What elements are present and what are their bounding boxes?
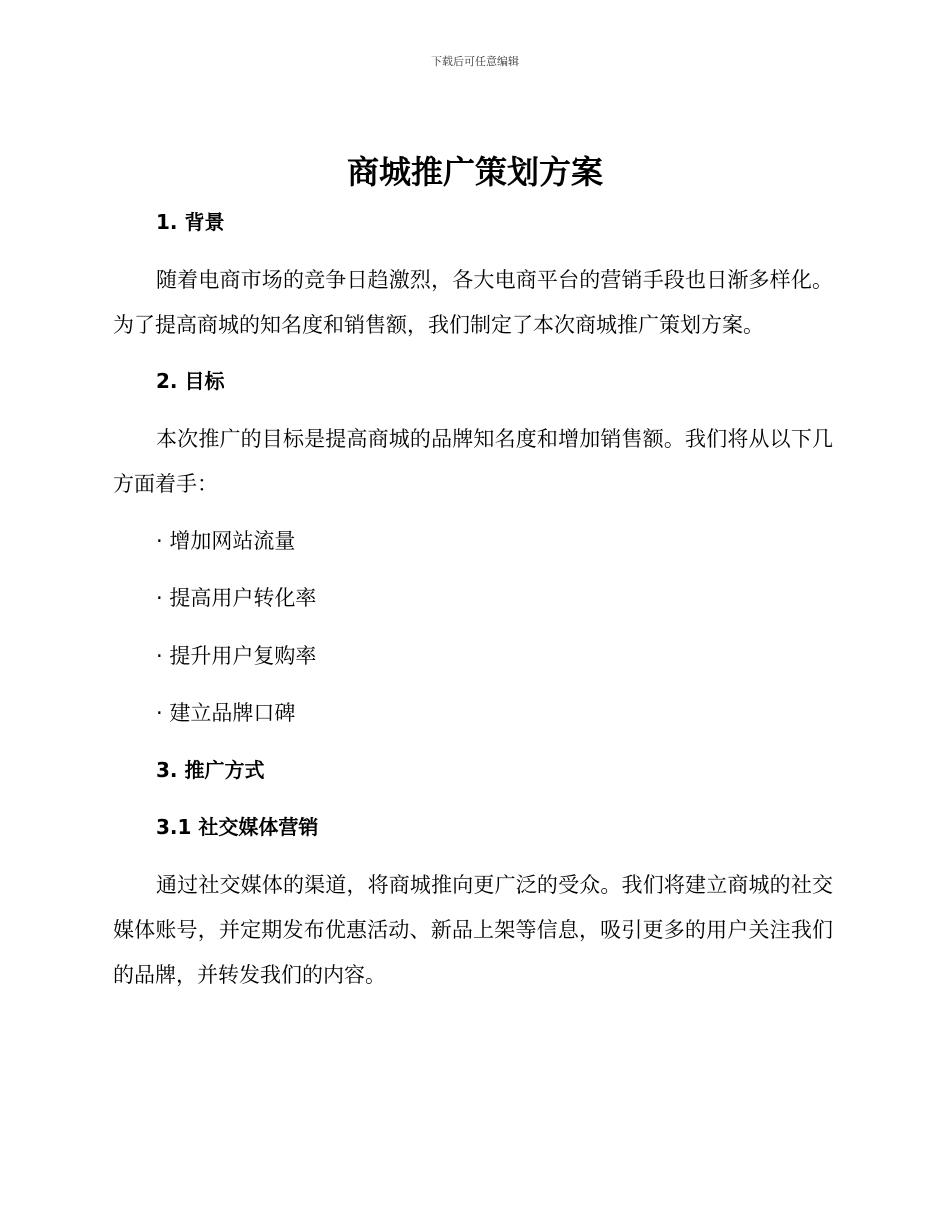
section-heading-goals: 2. 目标 (156, 369, 225, 393)
document-title: 商城推广策划方案 (346, 153, 603, 191)
page-header-note: 下载后可任意编辑 (431, 55, 519, 68)
section-heading-methods: 3. 推广方式 (156, 758, 265, 782)
list-item-goal-4: · 建立品牌口碑 (156, 701, 296, 725)
list-item-goal-1: · 增加网站流量 (156, 529, 296, 553)
list-item-goal-2: · 提高用户转化率 (156, 586, 317, 610)
paragraph-background: 随着电商市场的竞争日趋激烈，各大电商平台的营销手段也日渐多样化。为了提高商城的知名度和销售额，我们制定了本次商城推广策划方案。 (113, 268, 833, 337)
paragraph-social-media: 通过社交媒体的渠道，将商城推向更广泛的受众。我们将建立商城的社交媒体账号，并定期发布优惠活动、新品上架等信息，吸引更多的用户关注我们的品牌，并转发我们的内容。 (113, 873, 833, 987)
paragraph-goals: 本次推广的目标是提高商城的品牌知名度和增加销售额。我们将从以下几方面着手： (113, 427, 833, 496)
subsection-heading-social-media: 3.1 社交媒体营销 (156, 815, 319, 839)
section-heading-background: 1. 背景 (156, 210, 225, 234)
list-item-goal-3: · 提升用户复购率 (156, 644, 317, 668)
